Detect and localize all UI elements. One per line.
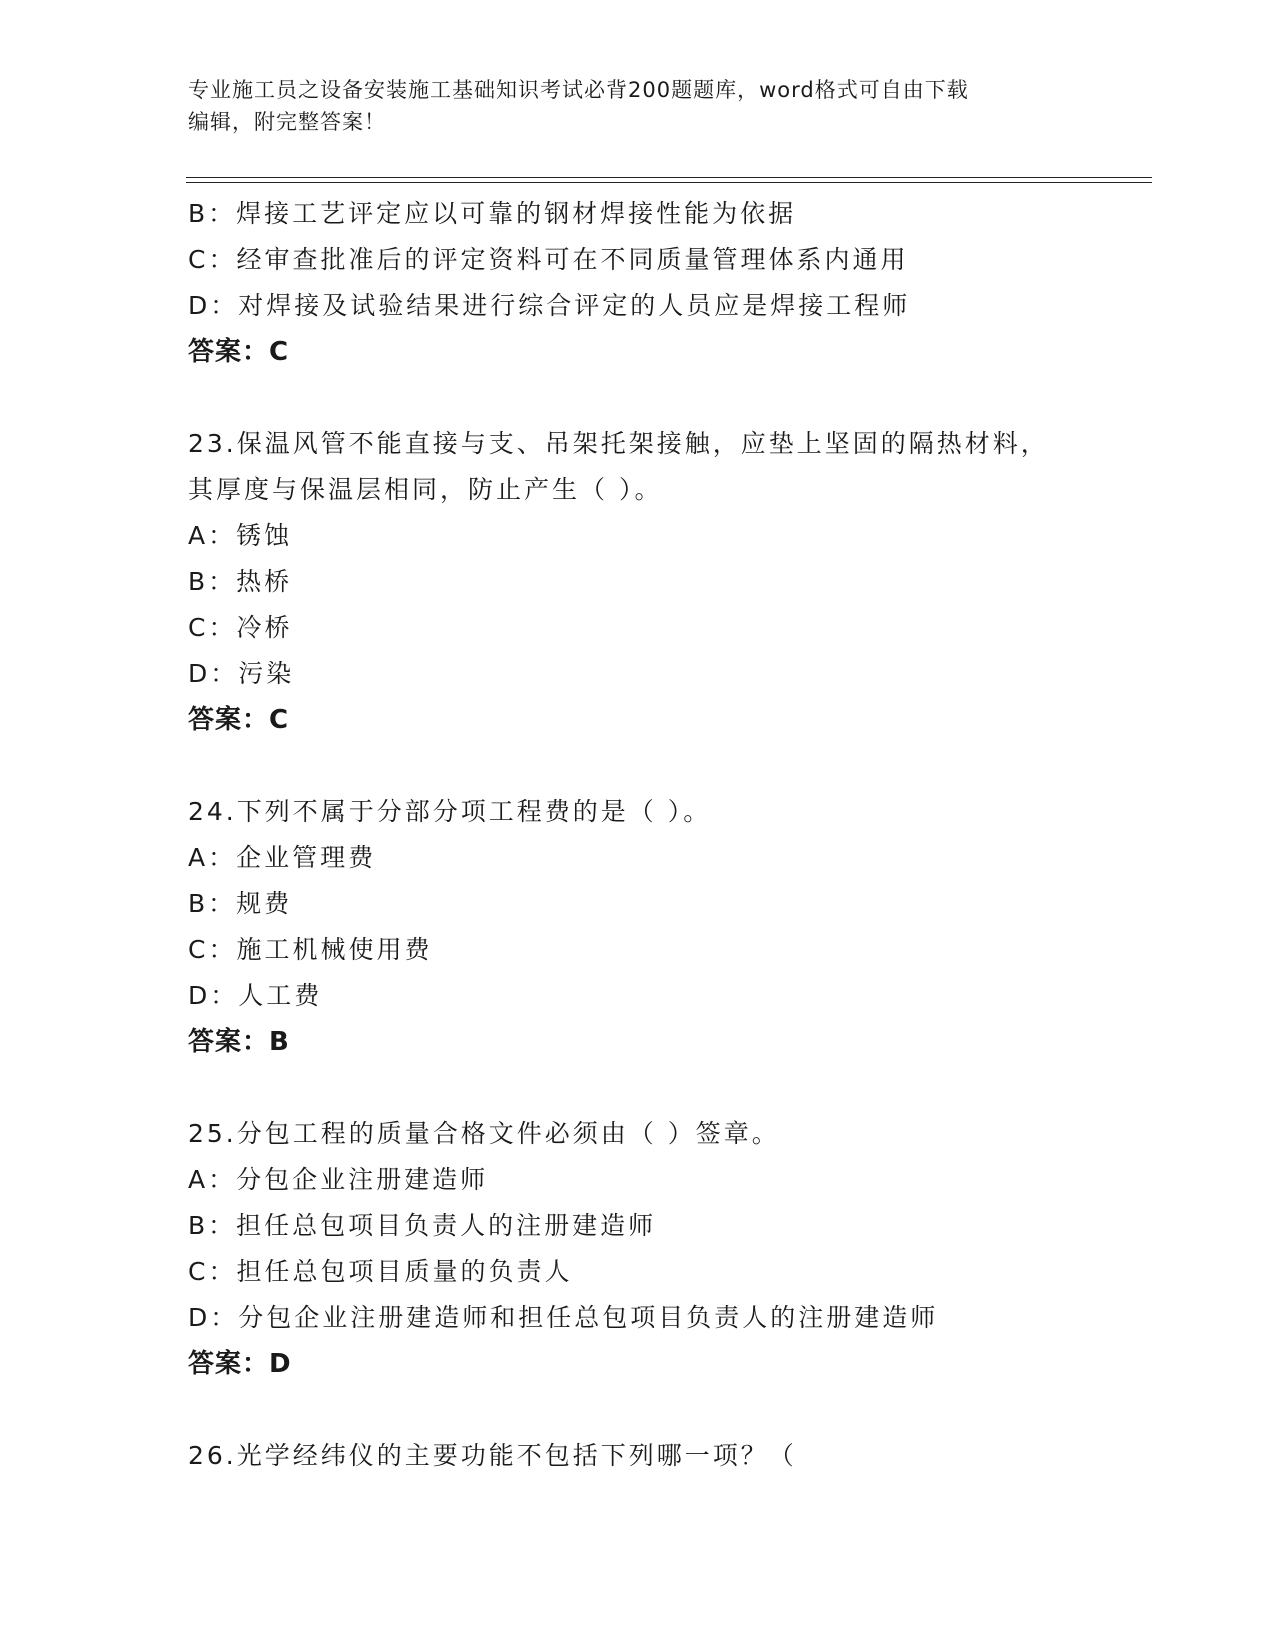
option-a: A：锈蚀	[188, 521, 293, 550]
option-d: D：对焊接及试验结果进行综合评定的人员应是焊接工程师	[188, 291, 911, 320]
spacer	[188, 1387, 1148, 1433]
option-a: A：分包企业注册建造师	[188, 1165, 489, 1194]
option-c: C：冷桥	[188, 613, 293, 642]
question-stem: 24.下列不属于分部分项工程费的是（ ）。	[188, 797, 712, 826]
document-body	[188, 191, 1148, 1479]
question-stem: 25.分包工程的质量合格文件必须由（ ）签章。	[188, 1119, 780, 1148]
question-stem-continued: 其厚度与保温层相同，防止产生（ ）。	[188, 475, 663, 504]
spacer	[188, 743, 1148, 789]
question-23	[188, 421, 1148, 743]
page-header	[188, 74, 1088, 138]
answer: 答案：C	[188, 705, 290, 735]
header-line-2: 编辑，附完整答案！	[188, 110, 386, 134]
option-d: D：人工费	[188, 981, 323, 1010]
question-stem: 26.光学经纬仪的主要功能不包括下列哪一项？（	[188, 1441, 797, 1470]
question-25	[188, 1111, 1148, 1387]
spacer	[188, 375, 1148, 421]
spacer	[188, 1065, 1148, 1111]
question-stem: 23.保温风管不能直接与支、吊架托架接触，应垫上坚固的隔热材料，	[188, 429, 1049, 458]
answer: 答案：D	[188, 1349, 292, 1379]
header-divider-bottom	[186, 182, 1152, 183]
option-c: C：经审查批准后的评定资料可在不同质量管理体系内通用	[188, 245, 909, 274]
option-c: C：施工机械使用费	[188, 935, 433, 964]
option-a: A：企业管理费	[188, 843, 377, 872]
option-b: B：热桥	[188, 567, 293, 596]
header-line-1: 专业施工员之设备安装施工基础知识考试必背200题题库，word格式可自由下载	[188, 78, 969, 102]
question-26	[188, 1433, 1148, 1479]
option-d: D：污染	[188, 659, 295, 688]
option-c: C：担任总包项目质量的负责人	[188, 1257, 573, 1286]
question-22	[188, 191, 1148, 375]
answer: 答案：C	[188, 337, 290, 367]
answer: 答案：B	[188, 1027, 290, 1057]
option-d: D：分包企业注册建造师和担任总包项目负责人的注册建造师	[188, 1303, 939, 1332]
option-b: B：规费	[188, 889, 293, 918]
option-b: B：焊接工艺评定应以可靠的钢材焊接性能为依据	[188, 199, 797, 228]
option-b: B：担任总包项目负责人的注册建造师	[188, 1211, 657, 1240]
header-divider-top	[186, 177, 1152, 178]
question-24	[188, 789, 1148, 1065]
